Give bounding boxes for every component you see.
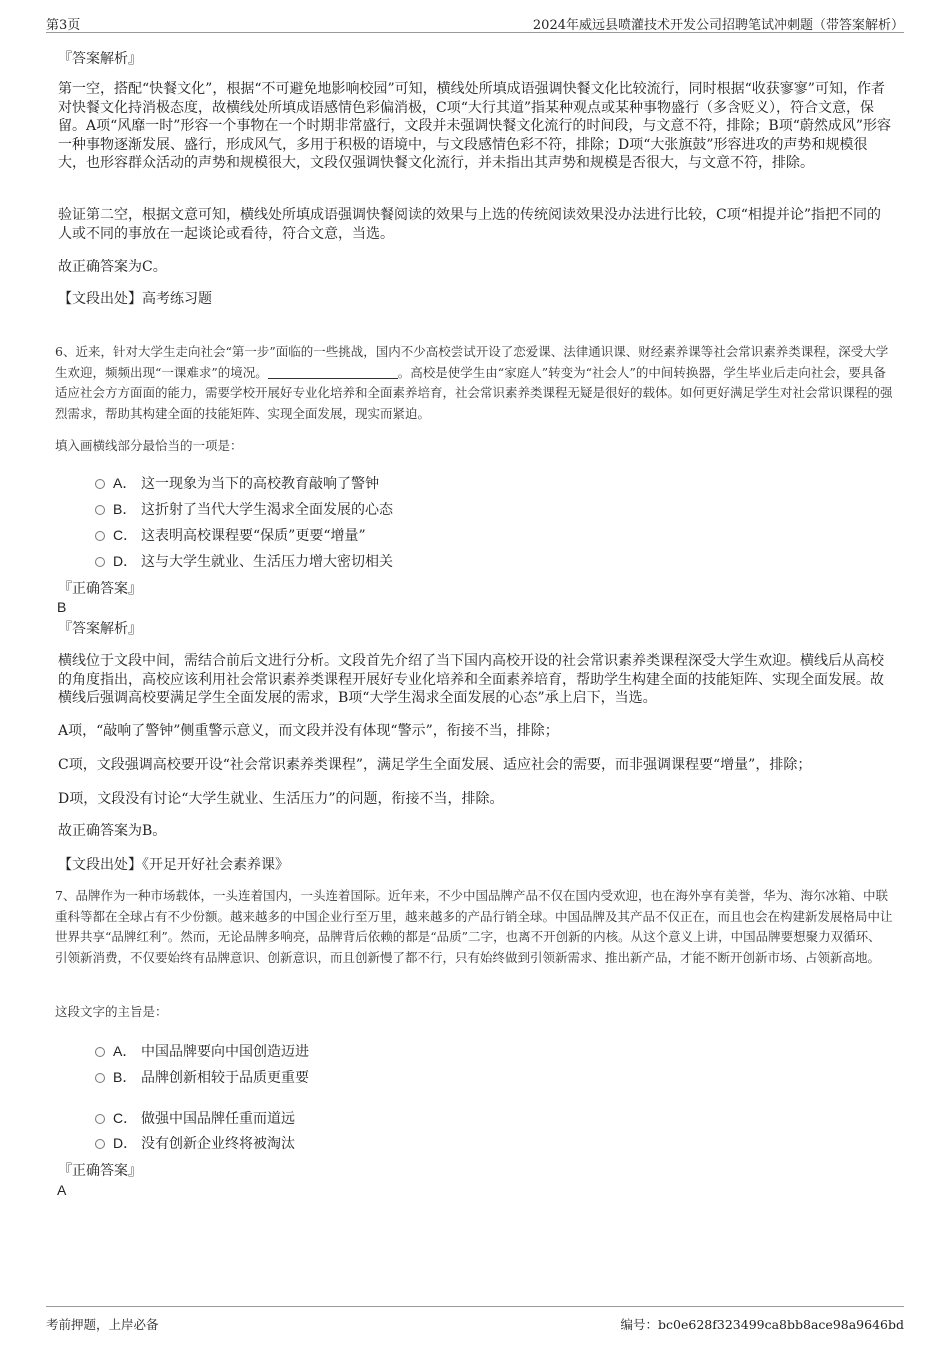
question-7-text: 7、品牌作为一种市场载体，一头连着国内，一头连着国际。近年来，不少中国品牌产品不仅在国内受欢迎，也在海外享有美誉，华为、海尔冰箱、中联重科等都在全球占有不少份额。越来越多的中国企业行至万里，越来越多的产品行销全球。中国品牌及其产品不仅正在，而且也会在构建新发展格局中让世界共享“品牌红利”。然而，无论品牌多响亮，品牌背后依赖的都是“品质”二字，也离不开创新的内核。从这个意义上讲，中国品牌要想聚力双循环、引领新消费，不仅要始终有品牌意识、创新意识，而且创新慢了都不行，只有始终做到引领新需求、推出新产品，才能不断开创新市场、占领新高地。 [55,888,893,965]
option-d[interactable]: D． 没有创新企业终将被淘汰 [95,1133,295,1154]
option-b[interactable]: B． 品牌创新相较于品质更重要 [95,1067,309,1088]
option-d[interactable]: D． 这与大学生就业、生活压力增大密切相关 [95,551,393,572]
source-note: 【文段出处】《开足开好社会素养课》 [58,857,289,873]
question-6-text: 6、近来，针对大学生走向社会“第一步”面临的一些挑战，国内不少高校尝试开设了恋爱课、法律通识课、财经素养课等社会常识素养类课程，深受大学生欢迎，频频出现“一课难求”的境况。 。高校是使学生由“家庭人”转变为“社会人”的中间转换器，学生毕业后走向社会，要具备适应社会方方面面的能力，需要学校开展好专业化培养和全面素养培育，社会常识素养类课程无疑是很好的载体。如何更好满足学生对社会常识课程的强烈需求，帮助其构建全面的技能矩阵、实现全面发展，现实而紧迫。 [55,344,893,421]
radio-icon[interactable] [95,1047,105,1057]
radio-icon[interactable] [95,1139,105,1149]
option-b[interactable]: B． 这折射了当代大学生渴求全面发展的心态 [95,499,393,520]
analysis-paragraph: A项，“敲响了警钟”侧重警示意义，而文段并没有体现“警示”，衔接不当，排除； [58,723,559,739]
radio-icon[interactable] [95,505,105,515]
footer-slogan: 考前押题，上岸必备 [46,1317,159,1332]
correct-answer-label: 『正确答案』 [58,1163,142,1179]
analysis-paragraph: 横线位于文段中间，需结合前后文进行分析。文段首先介绍了当下国内高校开设的社会常识素养类课程深受大学生欢迎。横线后从高校的角度指出，高校应该利用社会常识素养类课程开展好专业化培养和全面素养培育，帮助学生构建全面的技能矩阵、实现全面发展。故横线后强调高校要满足学生全面发展的需求，B项“大学生渴求全面发展的心态”承上启下，当选。 [58,653,884,706]
radio-icon[interactable] [95,1114,105,1124]
page-number: 第3页 [46,18,81,33]
option-c[interactable]: C． 做强中国品牌任重而道远 [95,1108,295,1129]
page-header [46,12,904,33]
answer-statement: 故正确答案为C。 [58,259,167,275]
answer-statement: 故正确答案为B。 [58,823,167,839]
radio-icon[interactable] [95,557,105,567]
option-a[interactable]: A． 这一现象为当下的高校教育敲响了警钟 [95,473,379,494]
page-footer [46,1306,904,1337]
question-6-prompt: 填入画横线部分最恰当的一项是： [55,438,243,453]
radio-icon[interactable] [95,479,105,489]
radio-icon[interactable] [95,1073,105,1083]
analysis-paragraph: C项，文段强调高校要开设“社会常识素养类课程”，满足学生全面发展、适应社会的需要，而非强调课程要“增量”，排除； [58,757,812,773]
document-id: 编号：bc0e628f323499ca8bb8ace98a9646bd [620,1317,904,1332]
analysis-paragraph: 第一空，搭配“快餐文化”，根据“不可避免地影响校园”可知，横线处所填成语强调快餐文化比较流行，同时根据“收获寥寥”可知，作者对快餐文化持消极态度，故横线处所填成语感情色彩偏消极，C项“大行其道”指某种观点或某种事物盛行（多含贬义），符合文意，保留。A项“风靡一时”形容一个事物在一个时期非常盛行，文段并未强调快餐文化流行的时间段，与文意不符，排除；B项“蔚然成风”形容一种事物逐渐发展、盛行，形成风气，多用于积极的语境中，与文段感情色彩不符，排除；D项“大张旗鼓”形容进攻的声势和规模很大，也形容群众活动的声势和规模很大，文段仅强调快餐文化流行，并未指出其声势和规模是否很大，与文意不符，排除。 [58,81,892,171]
source-note: 【文段出处】高考练习题 [58,291,212,307]
analysis-label: 『答案解析』 [58,51,142,67]
radio-icon[interactable] [95,531,105,541]
question-7-prompt: 这段文字的主旨是： [55,1004,168,1019]
correct-answer-label: 『正确答案』 [58,581,142,597]
option-a[interactable]: A． 中国品牌要向中国创造迈进 [95,1041,309,1062]
document-title: 2024年威远县喷灌技术开发公司招聘笔试冲刺题（带答案解析） [532,18,904,33]
analysis-label: 『答案解析』 [58,621,142,637]
correct-answer: A [57,1182,67,1198]
analysis-paragraph: 验证第二空，根据文意可知，横线处所填成语强调快餐阅读的效果与上选的传统阅读效果没办法进行比较，C项“相提并论”指把不同的人或不同的事放在一起谈论或看待，符合文意，当选。 [58,207,882,242]
correct-answer: B [57,599,67,615]
fill-blank [268,364,398,379]
option-c[interactable]: C． 这表明高校课程要“保质”更要“增量” [95,525,366,546]
analysis-paragraph: D项，文段没有讨论“大学生就业、生活压力”的问题，衔接不当，排除。 [58,791,504,807]
